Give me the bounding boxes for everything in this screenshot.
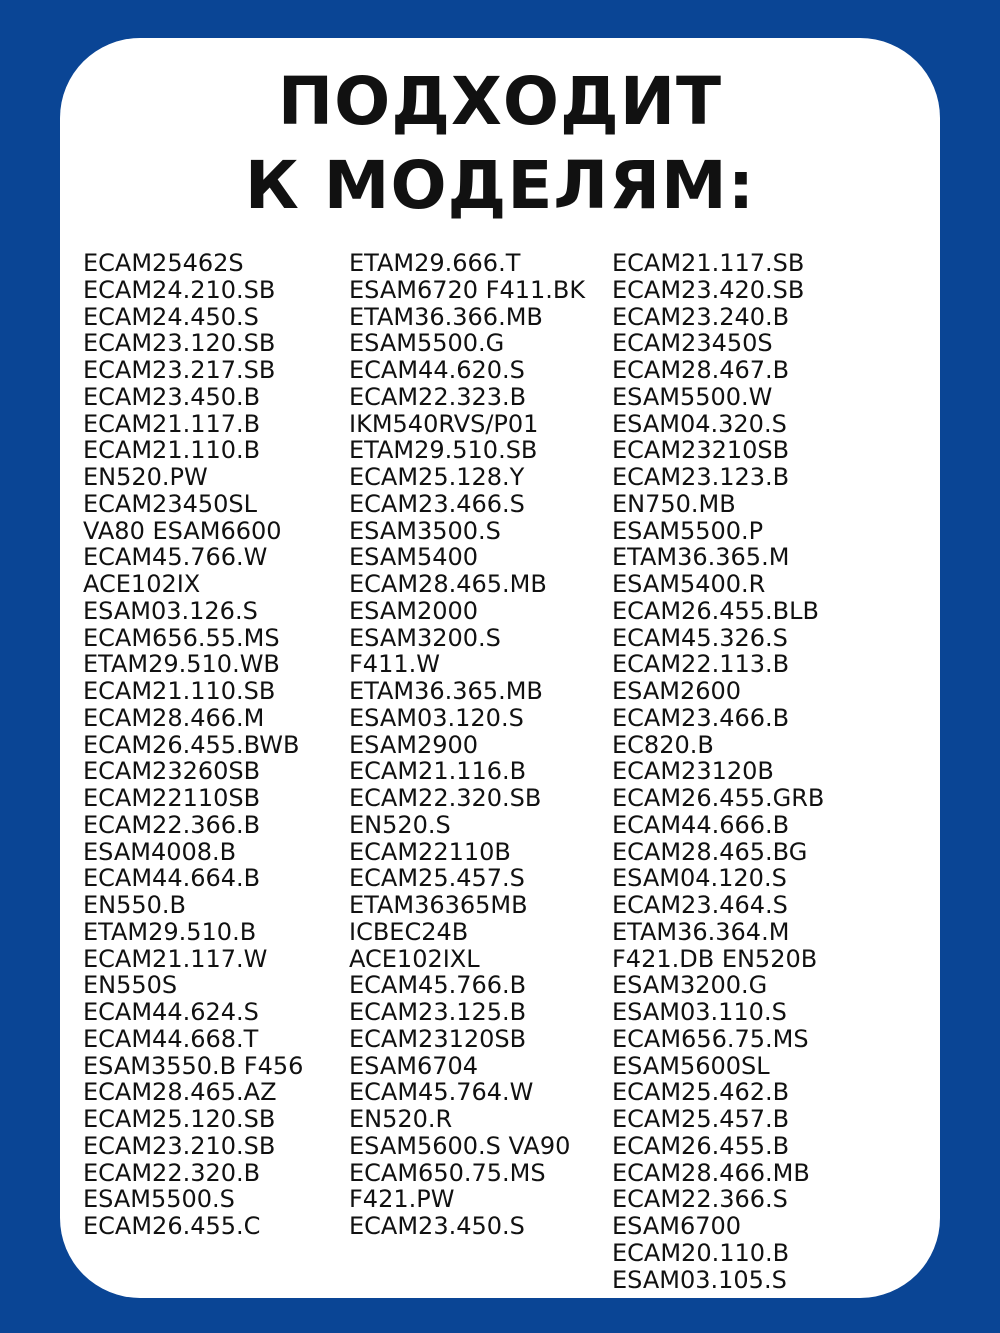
model-item: ECAM23.466.S: [349, 489, 525, 518]
model-item: ETAM36.366.MB: [349, 302, 543, 331]
model-item: ECAM45.326.S: [612, 623, 788, 652]
model-item: ECAM23450SL: [83, 489, 257, 518]
model-item: ESAM3500.S: [349, 516, 501, 545]
model-item: ESAM2000: [349, 596, 479, 625]
model-item: ECAM28.467.B: [612, 356, 790, 384]
models-column-3: [612, 250, 824, 1293]
model-item: ECAM23.420.SB: [612, 275, 805, 304]
model-item: EN550.B: [83, 891, 187, 919]
model-item: ECAM44.624.S: [83, 998, 259, 1026]
model-item: ESAM6704: [349, 1051, 479, 1080]
model-item: ECAM26.455.BWB: [83, 730, 300, 759]
model-item: ECAM23.125.B: [349, 998, 527, 1026]
model-item: ETAM29.510.SB: [349, 436, 538, 465]
model-item: ESAM5500.W: [612, 382, 773, 411]
model-item: ECAM23.210.SB: [83, 1131, 276, 1160]
model-item: ECAM45.766.W: [83, 543, 268, 572]
model-item: ECAM650.75.MS: [349, 1158, 546, 1187]
model-item: ESAM5400.R: [612, 570, 766, 598]
models-column-1: [83, 250, 303, 1240]
model-item: ESAM03.120.S: [349, 703, 524, 732]
model-item: ECAM23.240.B: [612, 302, 790, 331]
model-item: ECAM44.664.B: [83, 864, 261, 893]
model-item: ESAM5400: [349, 543, 479, 572]
model-item: ECAM23260SB: [83, 757, 261, 786]
model-item: ICBEC24B: [349, 917, 469, 946]
model-item: ECAM22110SB: [83, 784, 261, 812]
model-item: ECAM45.766.B: [349, 971, 527, 1000]
model-item: ECAM22.113.B: [612, 650, 790, 679]
model-item: ECAM22110B: [349, 837, 511, 866]
model-item: EN520.PW: [83, 463, 208, 491]
model-item: EC820.B: [612, 730, 714, 759]
model-item: ECAM23.450.S: [349, 1212, 525, 1240]
model-item: ECAM28.466.MB: [612, 1158, 810, 1187]
model-item: ESAM2600: [612, 677, 742, 705]
model-item: ECAM28.465.AZ: [83, 1078, 277, 1107]
model-item: ESAM5500.S: [83, 1185, 235, 1214]
model-item: ECAM26.455.BLB: [612, 596, 819, 625]
model-item: ECAM45.764.W: [349, 1078, 534, 1107]
model-item: ECAM656.55.MS: [83, 623, 280, 652]
model-item: ECAM44.620.S: [349, 356, 525, 384]
model-item: ESAM3550.B F456: [83, 1051, 304, 1080]
model-item: ECAM25.462.B: [612, 1078, 790, 1107]
model-item: ECAM23.466.B: [612, 703, 790, 732]
model-item: ECAM21.117.B: [83, 409, 261, 438]
model-item: ECAM25.457.B: [612, 1105, 790, 1133]
model-item: ECAM23.120.SB: [83, 329, 276, 358]
model-item: ECAM28.465.MB: [349, 570, 547, 598]
models-card: [60, 38, 940, 1298]
model-item: ETAM29.510.WB: [83, 650, 280, 679]
model-item: ESAM03.126.S: [83, 596, 258, 625]
page-title: [60, 60, 940, 228]
model-item: ECAM23450S: [612, 329, 773, 358]
model-item: ECAM25.128.Y: [349, 463, 525, 491]
model-item: ECAM26.455.C: [83, 1212, 261, 1240]
model-item: ECAM26.455.B: [612, 1131, 790, 1160]
model-item: ESAM6700: [612, 1212, 742, 1240]
model-item: ECAM24.450.S: [83, 302, 259, 331]
model-item: ESAM04.320.S: [612, 409, 787, 438]
model-item: ESAM03.110.S: [612, 998, 787, 1026]
model-item: ESAM04.120.S: [612, 864, 787, 893]
model-item: VA80 ESAM6600: [83, 516, 282, 545]
model-item: ECAM25.120.SB: [83, 1105, 276, 1133]
model-item: ECAM23.217.SB: [83, 356, 276, 384]
title-line-1: ПОДХОДИТ: [277, 63, 723, 140]
model-item: ETAM29.666.T: [349, 249, 521, 277]
model-item: ETAM36365MB: [349, 891, 528, 919]
model-item: ECAM21.110.B: [83, 436, 261, 465]
model-item: ECAM23120B: [612, 757, 774, 786]
model-item: ECAM25462S: [83, 249, 244, 277]
model-item: ESAM3200.S: [349, 623, 501, 652]
model-item: ETAM36.365.M: [612, 543, 790, 572]
model-item: F421.PW: [349, 1185, 455, 1214]
model-item: ECAM22.366.S: [612, 1185, 788, 1214]
model-item: ECAM22.366.B: [83, 810, 261, 839]
model-item: ESAM5500.P: [612, 516, 764, 545]
model-item: ACE102IX: [83, 570, 201, 598]
model-item: ECAM24.210.SB: [83, 275, 276, 304]
model-item: ECAM21.116.B: [349, 757, 527, 786]
model-item: ECAM21.117.W: [83, 944, 268, 973]
model-item: ECAM25.457.S: [349, 864, 525, 893]
model-item: ETAM29.510.B: [83, 917, 257, 946]
model-item: ESAM5600SL: [612, 1051, 770, 1080]
model-item: ECAM22.320.SB: [349, 784, 542, 812]
model-item: ECAM23210SB: [612, 436, 790, 465]
model-item: ECAM656.75.MS: [612, 1024, 809, 1053]
model-item: ECAM21.110.SB: [83, 677, 276, 705]
model-item: ECAM44.666.B: [612, 810, 790, 839]
models-column-2: [349, 250, 585, 1240]
model-item: ECAM28.466.M: [83, 703, 265, 732]
model-item: IKM540RVS/P01: [349, 409, 539, 438]
model-item: ECAM23120SB: [349, 1024, 527, 1053]
model-item: ECAM23.123.B: [612, 463, 790, 491]
model-item: ECAM21.117.SB: [612, 249, 805, 277]
model-item: EN750.MB: [612, 489, 736, 518]
model-item: ECAM22.320.B: [83, 1158, 261, 1187]
model-item: ETAM36.365.MB: [349, 677, 543, 705]
model-item: ESAM5600.S VA90: [349, 1131, 571, 1160]
model-item: ECAM23.450.B: [83, 382, 261, 411]
model-item: ECAM20.110.B: [612, 1238, 790, 1267]
model-item: EN520.S: [349, 810, 451, 839]
model-item: F411.W: [349, 650, 440, 679]
model-item: ECAM23.464.S: [612, 891, 788, 919]
model-item: ECAM26.455.GRB: [612, 784, 825, 812]
model-item: ESAM03.105.S: [612, 1265, 787, 1294]
model-item: ECAM28.465.BG: [612, 837, 808, 866]
model-item: ESAM6720 F411.BK: [349, 275, 586, 304]
model-item: ESAM3200.G: [612, 971, 768, 1000]
model-item: EN550S: [83, 971, 178, 1000]
model-item: ACE102IXL: [349, 944, 480, 973]
model-item: ECAM44.668.T: [83, 1024, 259, 1053]
title-line-2: К МОДЕЛЯМ:: [244, 147, 756, 224]
model-item: ESAM4008.B: [83, 837, 237, 866]
model-item: ECAM22.323.B: [349, 382, 527, 411]
model-item: ETAM36.364.M: [612, 917, 790, 946]
model-item: EN520.R: [349, 1105, 453, 1133]
model-item: ESAM5500.G: [349, 329, 505, 358]
model-item: ESAM2900: [349, 730, 479, 759]
model-item: F421.DB EN520B: [612, 944, 818, 973]
